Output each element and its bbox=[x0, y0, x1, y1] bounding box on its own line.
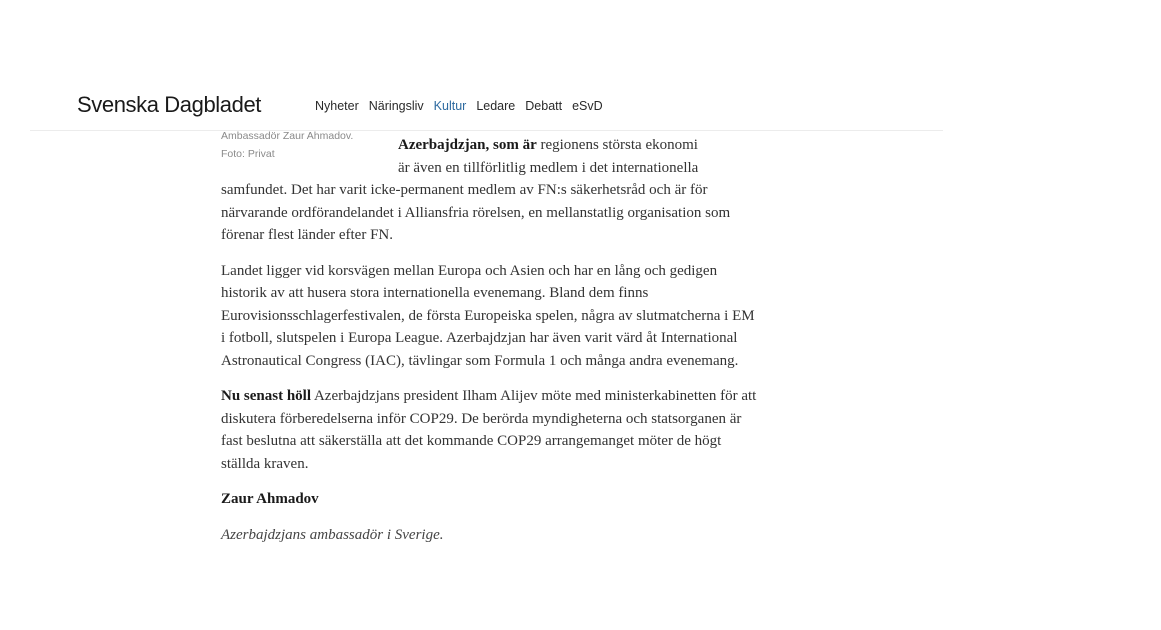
article-paragraph-3 bbox=[221, 385, 761, 475]
article-body bbox=[221, 134, 761, 559]
article-paragraph-1 bbox=[221, 134, 761, 247]
main-nav bbox=[315, 99, 613, 113]
caption-name: Ambassadör Zaur Ahmadov. bbox=[221, 130, 354, 142]
author-name: Zaur Ahmadov bbox=[221, 491, 319, 507]
paragraph-text: Azerbajdzjans president Ilham Alijev möte med ministerkabinetten för att diskutera förberedelserna inför COP29. De berörda myndigheterna och statsorganen är fast beslutna att säkerställa att det kommande COP29 arrangemanget möter de högt ställda kraven. bbox=[221, 388, 757, 472]
nav-item-naringsliv[interactable]: Näringsliv bbox=[368, 99, 424, 113]
paragraph-lead bbox=[221, 137, 698, 153]
paragraph-text: är även en tillförlitlig medlem i det internationella bbox=[398, 159, 699, 176]
paragraph-text: regionens största ekonomi bbox=[536, 137, 698, 153]
nav-item-debatt[interactable]: Debatt bbox=[525, 99, 563, 113]
nav-item-nyheter[interactable]: Nyheter bbox=[315, 99, 359, 113]
nav-item-kultur[interactable]: Kultur bbox=[433, 99, 467, 113]
nav-item-ledare[interactable]: Ledare bbox=[476, 99, 516, 113]
site-logo[interactable]: Svenska Dagbladet bbox=[77, 92, 261, 117]
author-role: Azerbajdzjans ambassadör i Sverige. bbox=[221, 526, 444, 543]
site-header bbox=[30, 80, 943, 131]
caption-photo-credit: Foto: Privat bbox=[221, 148, 275, 160]
article-paragraph-2: Landet ligger vid korsvägen mellan Europa och Asien och har en lång och gedigen historik av att husera stora internationella evenemang. Bland dem finns Eurovisionsschlagerfestivalen, de första Europeiska spelen, några av slutmatcherna i EM i fotboll, slutspelen i Europa League. Azerbajdzjan har även varit värd åt International Astronautical Congress (IAC), tävlingar som Formula 1 och många andra evenemang. bbox=[221, 262, 755, 369]
paragraph-lead-bold: Azerbajdzjan, som är bbox=[398, 137, 537, 153]
paragraph-lead-bold: Nu senast höll bbox=[221, 388, 312, 404]
nav-item-esvd[interactable]: eSvD bbox=[572, 99, 603, 113]
paragraph-text: samfundet. Det har varit icke-permanent medlem av FN:s säkerhetsråd och är för närvarande ordförandelandet i Alliansfria rörelsen, en mellanstatlig organisation som förenar flest länder efter FN. bbox=[221, 182, 731, 243]
